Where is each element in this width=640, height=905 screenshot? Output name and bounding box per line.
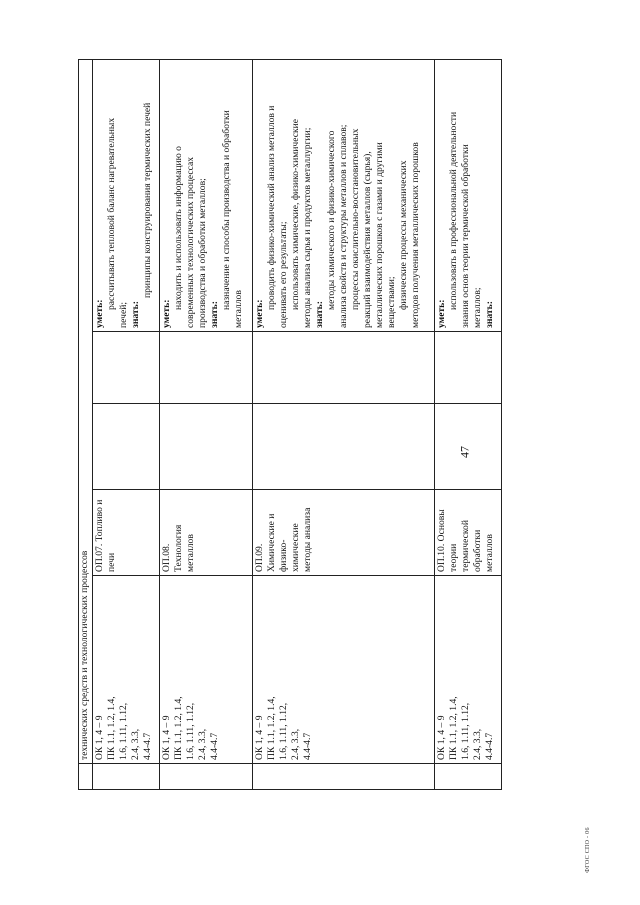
discipline-line: теории <box>447 543 459 572</box>
requirement-line: металлических порошков с газами и другими <box>373 142 385 328</box>
requirement-line: методы анализа сырья и продуктов металлургии; <box>301 127 313 328</box>
table-row <box>160 59 253 789</box>
table-row <box>93 59 160 789</box>
requirement-line: металлов <box>233 290 245 328</box>
competency-codes-cell <box>160 576 253 764</box>
competency-code: 4.4-4.7 <box>301 732 313 760</box>
table-row <box>434 59 501 789</box>
requirement-line: физические процессы механических <box>397 160 409 310</box>
requirement-line: знать: <box>209 301 221 328</box>
competency-code: ПК 1.1, 1.2, 1.4, <box>173 696 185 760</box>
requirement-line: современных технологических процессах <box>185 156 197 328</box>
competency-code: ОК 1, 4 – 9 <box>94 715 105 760</box>
competency-code: 1.6, 1.11, 1.12, <box>118 702 129 760</box>
competency-code: 2.4, 3.3, <box>130 728 141 760</box>
competency-code: 4.4-4.7 <box>483 732 495 760</box>
competency-codes-cell <box>434 576 501 764</box>
discipline-line: термической <box>459 520 471 572</box>
discipline-line: Технология <box>173 524 185 572</box>
competency-code: 4.4-4.7 <box>209 732 221 760</box>
requirements-cell <box>93 59 160 331</box>
table-row <box>252 59 434 789</box>
page-number: 47 <box>457 446 472 458</box>
row-index-cell <box>252 764 434 790</box>
row-index-cell <box>93 764 160 790</box>
discipline-line: обработки <box>471 529 483 572</box>
requirement-line: использовать химические, физико-химические <box>289 118 301 310</box>
requirement-line: методов получения металлических порошков <box>409 142 421 328</box>
requirement-line: принципы конструирования термических печей <box>142 102 153 298</box>
discipline-line: ОП.09. <box>253 543 265 572</box>
requirement-line: рассчитывать тепловой баланс нагревательных <box>106 117 117 310</box>
requirement-line: методы химического и физико-химического <box>325 130 337 310</box>
requirement-line: уметь: <box>253 299 265 328</box>
requirement-line: назначение и способы производства и обработки <box>221 110 233 310</box>
row-index-cell <box>434 764 501 790</box>
discipline-cell <box>252 490 434 576</box>
competency-codes-cell <box>93 576 160 764</box>
requirement-line: проводить физико-химический анализ металлов и <box>265 105 277 310</box>
discipline-line: металлов <box>483 534 495 572</box>
row-index-cell <box>160 764 253 790</box>
competency-code: ОК 1, 4 – 9 <box>161 715 173 760</box>
requirement-line: знать: <box>483 301 495 328</box>
requirement-line: уметь: <box>435 299 447 328</box>
discipline-cell <box>93 490 160 576</box>
competency-code: ОК 1, 4 – 9 <box>435 715 447 760</box>
competency-table <box>78 59 502 790</box>
requirement-line: находить и использовать информацию о <box>173 146 185 310</box>
requirement-line: металлов; <box>471 287 483 328</box>
requirement-line: печей; <box>118 301 129 328</box>
hours-cell <box>160 332 253 404</box>
competency-code: ПК 1.1, 1.2, 1.4, <box>265 696 277 760</box>
requirements-cell <box>160 59 253 331</box>
requirement-line: уметь: <box>94 299 105 328</box>
requirement-line: анализа свойств и структуры металлов и сплавов; <box>337 124 349 328</box>
requirements-cell <box>252 59 434 331</box>
hours-cell <box>160 404 253 490</box>
discipline-line: металлов <box>185 534 197 572</box>
table-row-continuation <box>79 59 93 789</box>
competency-codes-cell <box>252 576 434 764</box>
competency-code: ПК 1.1, 1.2, 1.4, <box>106 696 117 760</box>
competency-code: 2.4, 3.3, <box>197 728 209 760</box>
blank-cell <box>79 764 93 790</box>
requirement-line: веществами; <box>385 276 397 328</box>
discipline-line: ОП.08. <box>161 543 173 572</box>
discipline-cell <box>160 490 253 576</box>
rotated-table-frame <box>78 60 502 790</box>
hours-cell <box>252 332 434 404</box>
requirement-line: знания основ теории термической обработки <box>459 144 471 328</box>
requirement-line: уметь: <box>161 299 173 328</box>
hours-cell <box>93 332 160 404</box>
hours-cell <box>434 404 501 490</box>
requirement-line: знать: <box>130 301 141 328</box>
competency-code: 1.6, 1.11, 1.12, <box>459 702 471 760</box>
competency-code: 2.4, 3.3, <box>471 728 483 760</box>
competency-code: ОК 1, 4 – 9 <box>253 715 265 760</box>
discipline-line: Химические и <box>265 513 277 572</box>
discipline-line: физико- <box>277 539 289 572</box>
discipline-line: методы анализа <box>301 507 313 572</box>
competency-code: ПК 1.1, 1.2, 1.4, <box>447 696 459 760</box>
discipline-line: химические <box>289 523 301 572</box>
discipline-line: ОП.10. Основы <box>435 509 447 572</box>
discipline-line: ОП.07. Топливо и <box>94 499 105 572</box>
requirement-line: производства и обработки металлов; <box>197 178 209 328</box>
competency-code: 4.4-4.7 <box>142 732 153 760</box>
hours-cell <box>252 404 434 490</box>
hours-cell <box>93 404 160 490</box>
requirement-line: реакций взаимодействия металлов (сырья), <box>361 151 373 328</box>
continued-text: технических средств и технологических процессов <box>79 59 93 763</box>
requirement-line: процессы окислительно-восстановительных <box>349 128 361 310</box>
discipline-line: печи <box>106 552 117 572</box>
hours-cell <box>434 332 501 404</box>
competency-code: 2.4, 3.3, <box>289 728 301 760</box>
requirements-cell <box>434 59 501 331</box>
discipline-cell <box>434 490 501 576</box>
requirement-line: знать: <box>313 301 325 328</box>
requirement-line: оценивать его результаты; <box>277 221 289 328</box>
competency-code: 1.6, 1.11, 1.12, <box>277 702 289 760</box>
competency-code: 1.6, 1.11, 1.12, <box>185 702 197 760</box>
footer-stamp: ФГОС СПО - 06 <box>585 827 591 873</box>
requirement-line: использовать в профессиональной деятельности <box>447 111 459 310</box>
